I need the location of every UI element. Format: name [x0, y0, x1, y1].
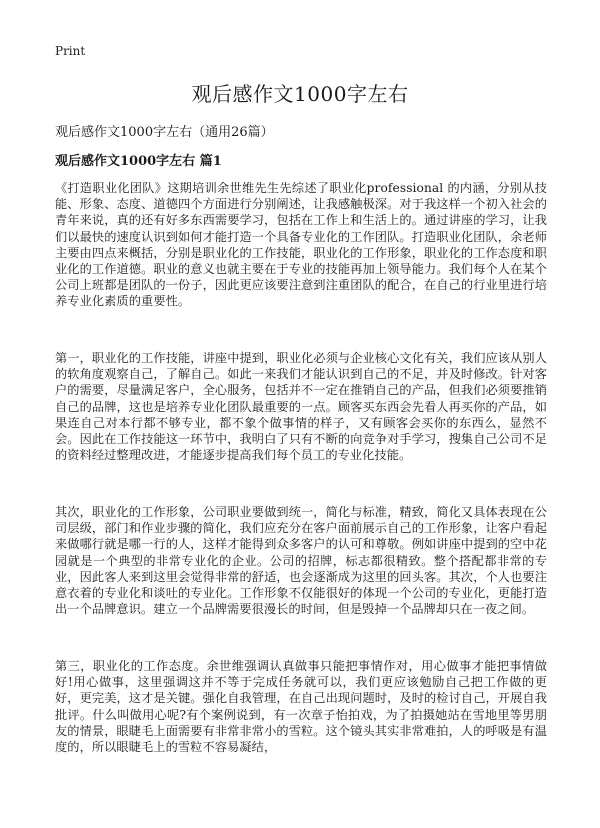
body-paragraph-1: 《打造职业化团队》这期培训余世维先生先综述了职业化professional 的内涵，分别从技能、形象、态度、道德四个方面进行分别阐述，让我感触极深。对于我这样一个初入社会的青年来说，真的还有好多东西需要学习，包括在工作上和生活上的。通过讲座的学习，让我们以最快的速度认识到如何才能打造一个具备专业化的工作团队。打造职业化团队，余老师主要由四点来概括，分别是职业化的工作技能，职业化的工作形象，职业化的工作态度和职业化的工作道德。职业的意义也就主要在于专业的技能再加上领导能力。我们每个人在某个公司上班都是团队的一份子，因此更应该要注意到注重团队的配合，在自己的行业里进行培养专业化素质的重要性。: [55, 181, 547, 309]
document-subtitle: 观后感作文1000字左右（通用26篇）: [55, 125, 274, 140]
body-paragraph-2: 第一，职业化的工作技能，讲座中提到，职业化必须与企业核心文化有关，我们应该从别人的软角度观察自己，了解自己。如此一来我们才能认识到自己的不足，并及时修改。针对客户的需要，尽量满足客户，全心服务，包括并不一定在推销自己的产品，但我们必须要推销自己的品牌，这也是培养专业化团队最重要的一点。顾客买东西会先看人再买你的产品，如果连自己对本行都不够专业，都不象个做事情的样子，又有顾客会买你的东西么，显然不会。因此在工作技能这一环节中，我明白了只有不断的向竞争对手学习，搜集自己公司不足的资料经过整理改进，才能逐步提高我们每个员工的专业化技能。: [55, 351, 547, 463]
body-paragraph-4: 第三，职业化的工作态度。余世维强调认真做事只能把事情作对，用心做事才能把事情做好!用心做事，这里强调这并不等于完成任务就可以，我们更应该勉励自己把工作做的更好，更完美，这才是关键。强化自我管理，在自己出现问题时，及时的检讨自己，开展自我批评。什么叫做用心呢?有个案例说到，有一次章子怡拍戏，为了拍摄她站在雪地里等男朋友的情景，眼睫毛上面需要有非常非常小的雪粒。这个镜头其实非常难拍，人的呼吸是有温度的，所以眼睫毛上的雪粒不容易凝结，: [55, 659, 547, 755]
document-title: 观后感作文1000字左右: [191, 82, 409, 106]
print-link[interactable]: Print: [55, 44, 86, 58]
body-paragraph-3: 其次，职业化的工作形象，公司职业要做到统一，简化与标准，精致，简化又具体表现在公司层级，部门和作业步骤的简化，我们应充分在客户面前展示自己的工作形象，让客户看起来做哪行就是哪一行的人，这样才能得到众多客户的认可和尊敬。例如讲座中提到的空中花园就是一个典型的非常专业化的企业。公司的招牌，标志都很精致。整个搭配都非常的专业，因此客人来到这里会觉得非常的舒适，也会逐渐成为这里的回头客。其次，个人也要注意衣着的专业化和谈吐的专业化。工作形象不仅能很好的体现一个公司的专业化，更能打造出一个品牌意识。建立一个品牌需要很漫长的时间，但是毁掉一个品牌却只在一夜之间。: [55, 505, 547, 617]
section-heading: 观后感作文1000字左右 篇1: [55, 154, 222, 169]
